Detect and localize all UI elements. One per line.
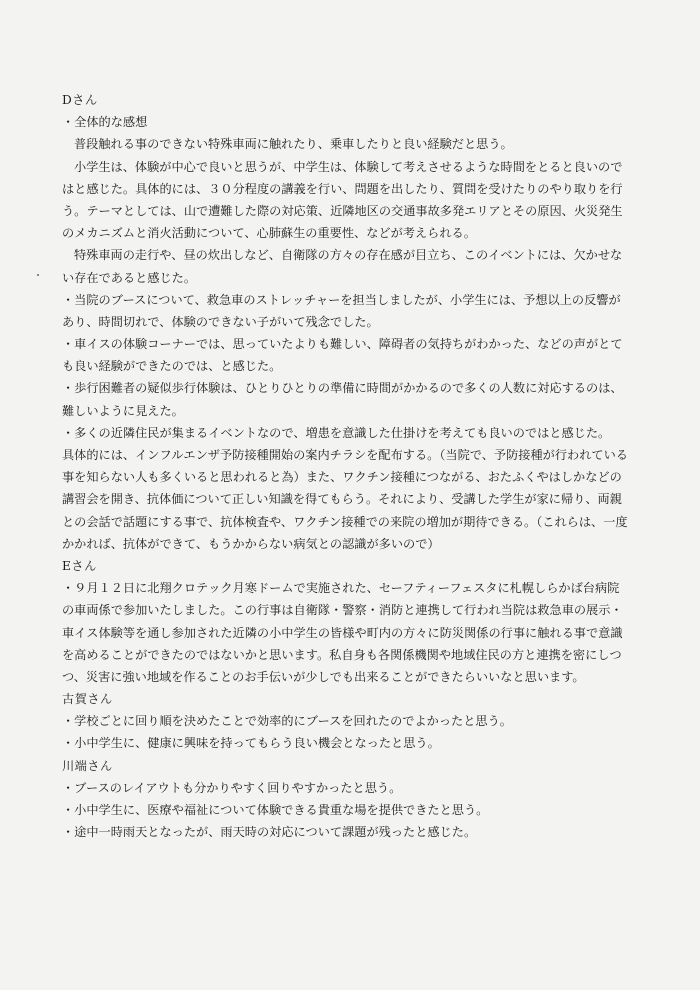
text-line: ・学校ごとに回り順を決めたことで効率的にブースを回れたのでよかったと思う。 [62,714,512,729]
text-line: ・小中学生に、医療や福祉について体験できる貴重な場を提供できたと思う。 [62,803,489,817]
section-heading: Eさん [62,558,97,573]
text-line: ・途中一時雨天となったが、雨天時の対応について課題が残ったと感じた。 [62,825,477,840]
text-line: ・９月１２日に北翔クロテック月寒ドームで実施された、セーフティーフェスタに札幌しらかば台病院 [62,581,620,596]
text-line: との会話で話題にする事で、抗体検査や、ワクチン接種での来院の増加が期待できる。（これらは、一度 [62,514,628,529]
text-line: つ、災害に強い地域を作ることのお手伝いが少しでも出来ることができたらいいなと思います。 [62,669,585,684]
text-line: 車イス体験等を通し参加された近隣の小中学生の皆様や町内の方々に防災関係の行事に触れる事で意識 [62,625,623,640]
text-line: はと感じた。具体的には、３０分程度の講義を行い、問題を出したり、質問を受けたりのやり取りを行 [62,181,623,196]
section-heading: Dさん [62,93,98,107]
text-line: ・多くの近隣住民が集まるイベントなので、増患を意識した仕掛けを考えても良いのではと感じた。 [62,425,611,440]
text-line: ・車イスの体験コーナーでは、思っていたよりも難しい、障碍者の気持ちがわかった、などの声がとて [62,337,623,352]
text-line: ・ブースのレイアウトも分かりやすく回りやすかったと思う。 [62,780,402,795]
section-heading: 古賀さん [62,692,113,707]
text-line: ・全体的な感想 [62,115,148,130]
section [62,89,642,555]
section-heading: 川端さん [62,758,113,773]
text-line: ・歩行困難者の疑似歩行体験は、ひとりひとりの準備に時間がかかるので多くの人数に対応するのは、 [62,381,623,396]
text-line: 事を知らない人も多くいると思われると為）また、ワクチン接種につながる、おたふくやはしかなどの [62,470,622,485]
text-line: 難しいように見えた。 [62,403,184,418]
text-line: あり、時間切れで、体験のできない子がいて残念でした。 [62,314,379,329]
text-line: 普段触れる事のできない特殊車両に触れたり、乗車したりと良い経験だと思う。 [74,137,513,152]
paper-speck [37,274,39,276]
text-line: う。テーマとしては、山で遭難した際の対応策、近隣地区の交通事故多発エリアとその原因、火災発生 [62,203,623,218]
text-line: のメカニズムと消火活動について、心肺蘇生の重要性、などが考えられる。 [62,226,476,241]
text-line: 講習会を開き、抗体価について正しい知識を得てもらう。それにより、受講した学生が家に帰り、両親 [62,492,622,507]
text-line: を高めることができたのではないかと思います。私自身も各関係機関や地域住民の方と連携を密にしつ [62,647,622,662]
text-line: ・小中学生に、健康に興味を持ってもらう良い機会となったと思う。 [62,736,440,751]
text-line: ・当院のブースについて、救急車のストレッチャーを担当しましたが、小学生には、予想以上の反響が [62,292,621,307]
text-line: の車両係で参加いたしました。この行事は自衛隊・警察・消防と連携して行われ当院は救急車の展示・ [62,603,623,618]
text-line: 小学生は、体験が中心で良いと思うが、中学生は、体験して考えさせるような時間をとると良いので [74,159,623,174]
section [62,755,642,844]
text-line: も良い経験ができたのでは、と感じた。 [62,359,282,374]
section [62,688,642,755]
text-line: 具体的には、インフルエンザ予防接種開始の案内チラシを配布する。（当院で、予防接種が行われている [62,448,628,462]
text-line: い存在であると感じた。 [62,270,197,285]
text-line: 特殊車両の走行や、昼の炊出しなど、自衛隊の方々の存在感が目立ち、このイベントには、欠かせな [74,248,623,263]
text-line: かかれば、抗体ができて、もうかからない病気との認識が多いので） [62,536,440,551]
document-body [62,89,642,843]
section [62,555,642,688]
